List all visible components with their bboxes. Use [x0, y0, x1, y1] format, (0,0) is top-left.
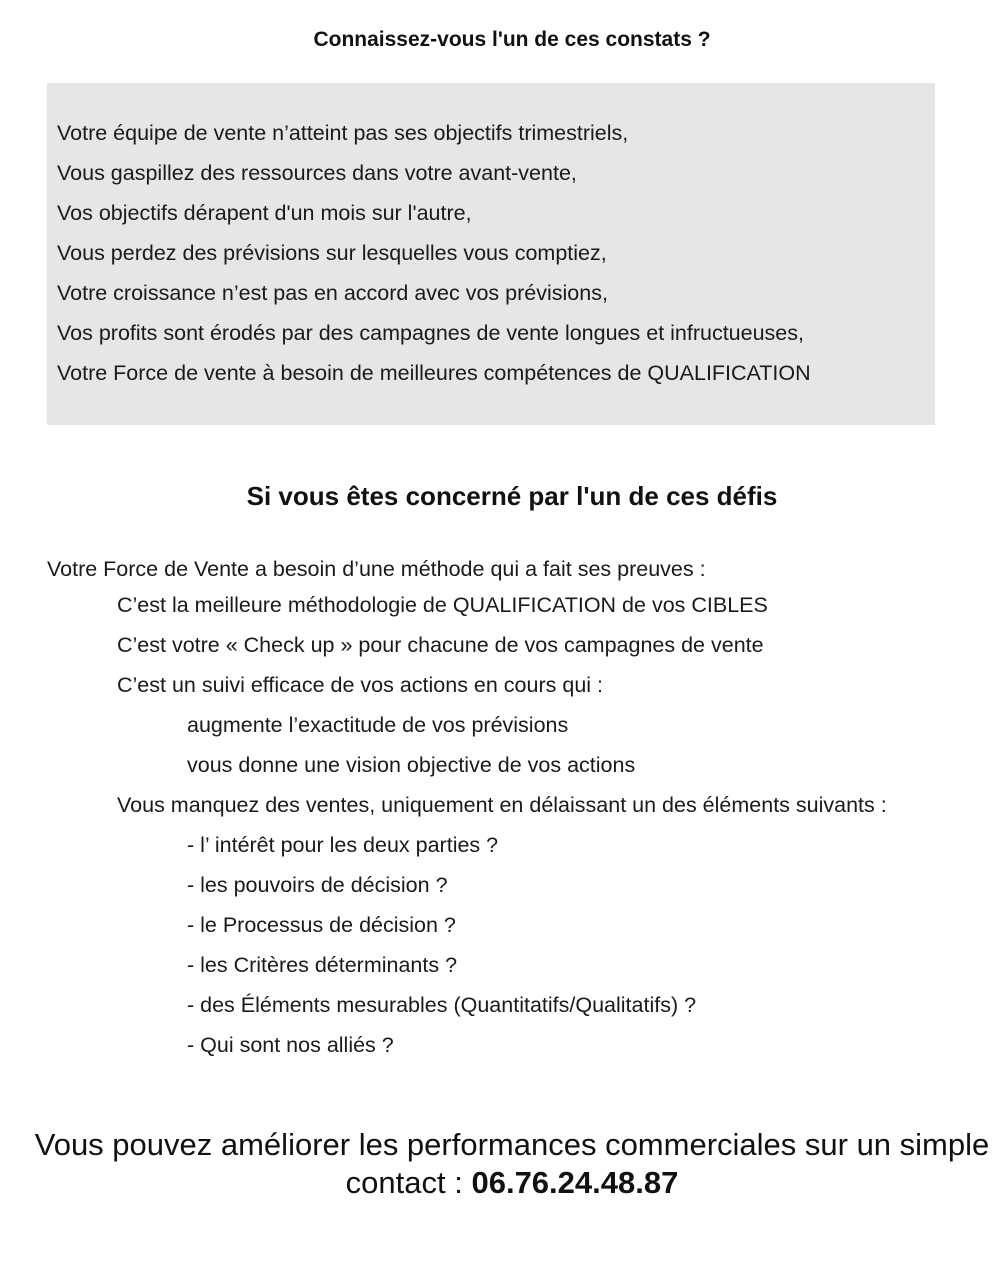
contact-footer	[20, 1126, 1004, 1202]
method-point: C’est la meilleure méthodologie de QUALIFICATION de vos CIBLES	[117, 593, 768, 617]
phone-number: 06.76.24.48.87	[471, 1165, 679, 1200]
element-item: - le Processus de décision ?	[187, 913, 456, 937]
method-point: C’est votre « Check up » pour chacune de vos campagnes de vente	[117, 633, 764, 657]
method-section	[47, 553, 947, 1065]
constat-item: Vous gaspillez des ressources dans votre avant-vente,	[57, 161, 577, 185]
constat-item: Vos objectifs dérapent d'un mois sur l'autre,	[57, 201, 472, 225]
constat-item: Votre croissance n’est pas en accord avec vos prévisions,	[57, 281, 608, 305]
section-heading: Si vous êtes concerné par l'un de ces défis	[246, 481, 778, 511]
element-item: - l’ intérêt pour les deux parties ?	[187, 833, 499, 857]
page-heading: Connaissez-vous l'un de ces constats ?	[313, 28, 711, 51]
method-subpoint: augmente l’exactitude de vos prévisions	[187, 713, 569, 737]
element-item: - Qui sont nos alliés ?	[187, 1033, 394, 1057]
constat-item: Vous perdez des prévisions sur lesquelles vous comptiez,	[57, 241, 607, 265]
footer-text: Vous pouvez améliorer les performances commerciales sur un simple contact :	[34, 1127, 990, 1200]
missing-elements-intro: Vous manquez des ventes, uniquement en délaissant un des éléments suivants :	[117, 793, 887, 817]
method-intro: Votre Force de Vente a besoin d’une méthode qui a fait ses preuves :	[47, 557, 706, 581]
method-point: C’est un suivi efficace de vos actions en cours qui :	[117, 673, 603, 697]
element-item: - des Éléments mesurables (Quantitatifs/Qualitatifs) ?	[187, 993, 697, 1017]
method-subpoint: vous donne une vision objective de vos actions	[187, 753, 636, 777]
element-item: - les Critères déterminants ?	[187, 953, 458, 977]
constat-item: Votre équipe de vente n’atteint pas ses objectifs trimestriels,	[57, 121, 629, 145]
constat-item: Vos profits sont érodés par des campagnes de vente longues et infructueuses,	[57, 321, 804, 345]
constat-item: Votre Force de vente à besoin de meilleures compétences de QUALIFICATION	[57, 361, 811, 385]
constats-box	[47, 83, 935, 425]
element-item: - les pouvoirs de décision ?	[187, 873, 448, 897]
